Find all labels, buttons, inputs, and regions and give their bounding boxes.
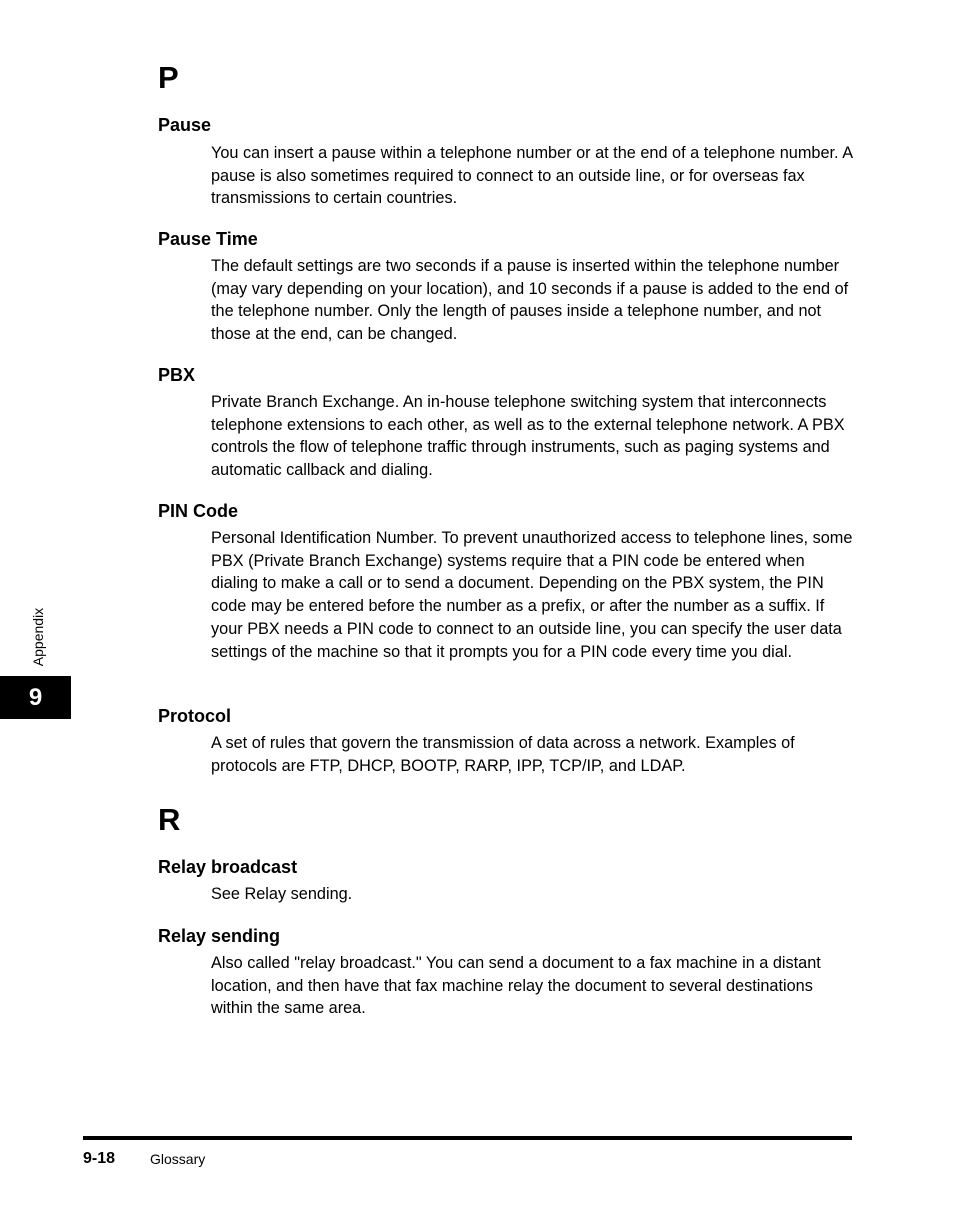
term-relay-broadcast: Relay broadcast <box>158 857 298 877</box>
term-protocol: Protocol <box>158 706 232 726</box>
definition-pin-code: Personal Identification Number. To prevent unauthorized access to telephone lines, some PBX (Private Branch Exchange) systems require that a PIN code be entered when dialing to make a call or to send a document. Depending on the PBX system, the PIN code may be entered before the number as a prefix, or after the number as a suffix. If your PBX needs a PIN code to connect to an outside line, you can specify the user data settings of the machine so that it prompts you for a PIN code every time you dial. <box>211 529 853 661</box>
term-pause: Pause <box>158 115 212 135</box>
chapter-side-label-text: Appendix <box>30 607 46 667</box>
footer-rule <box>83 1136 852 1140</box>
section-letter-r: R <box>158 802 181 837</box>
term-pin-code: PIN Code <box>158 501 239 521</box>
definition-pbx: Private Branch Exchange. An in-house telephone switching system that interconnects telephone extensions to each other, as well as to the external telephone network. A PBX controls the flow of telephone traffic through instruments, such as paging systems and automatic callback and dialing. <box>211 393 845 480</box>
term-relay-sending: Relay sending <box>158 926 281 946</box>
definition-protocol: A set of rules that govern the transmission of data across a network. Examples of protocols are FTP, DHCP, BOOTP, RARP, IPP, TCP/IP, and LDAP. <box>211 734 795 775</box>
chapter-number-tab: 9 <box>0 676 71 719</box>
term-pbx: PBX <box>158 365 196 385</box>
section-letter-p: P <box>158 60 179 95</box>
definition-relay-sending: Also called "relay broadcast." You can send a document to a fax machine in a distant location, and then have that fax machine relay the document to several destinations within the same area. <box>211 954 821 1018</box>
definition-relay-broadcast: See Relay sending. <box>211 885 353 903</box>
term-pause-time: Pause Time <box>158 229 258 249</box>
page-number: 9-18 <box>83 1150 116 1167</box>
definition-pause: You can insert a pause within a telephone number or at the end of a telephone number. A pause is also sometimes required to connect to an outside line, or for overseas fax transmissions to certain countries. <box>211 144 853 208</box>
footer-title: Glossary <box>150 1151 206 1167</box>
definition-pause-time: The default settings are two seconds if a pause is inserted within the telephone number (may vary depending on your location), and 10 seconds if a pause is added to the end of the telephone number. Only the length of pauses inside a telephone number, and not those at the end, can be changed. <box>211 257 849 344</box>
chapter-side-label <box>26 604 50 670</box>
